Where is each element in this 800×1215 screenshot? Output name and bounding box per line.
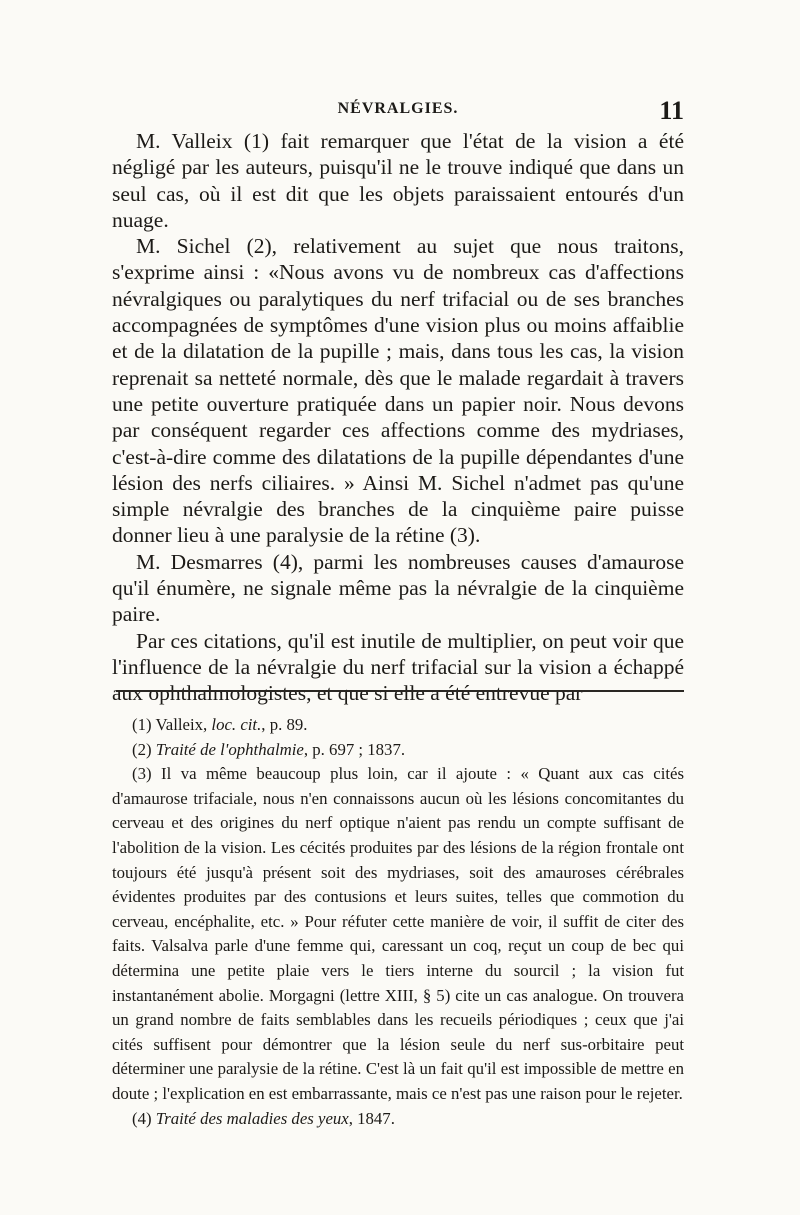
footnote-title: Traité des maladies des yeux: [155, 1108, 349, 1128]
footnotes: [112, 713, 684, 1131]
footnote-3: [112, 762, 684, 1106]
paragraph: M. Valleix (1) fait remarquer que l'état de la vision a été négligé par les auteurs, puisqu'il ne le trouve indiqué que dans un seul cas, où il est dit que les objets paraissaient entourés d'un nuage.: [112, 129, 684, 232]
footnote-text: , 1847.: [348, 1108, 395, 1128]
footnote-text: Valleix,: [155, 715, 212, 734]
footnote-number: (2): [132, 739, 152, 759]
footnote-number: (1): [132, 715, 152, 734]
paragraph: M. Sichel (2), relativement au sujet que nous traitons, s'exprime ainsi : «Nous avons vu de nombreux cas d'affections névralgiques ou paralytiques du nerf trifacial ou de ses branches accompagnées de symptômes d'une vision plus ou moins affaiblie et de la dilatation de la pupille ; mais, dans tous les cas, la vision reprenait sa netteté normale, dès que le malade regardait à travers une petite ouverture pratiquée dans un papier noir. Nous devons par conséquent regarder ces affections comme des mydriases, c'est-à-dire comme des dilatations de la pupille dépendantes d'une lésion des nerfs ciliaires. » Ainsi M. Sichel n'admet pas qu'une simple névralgie des branches de la cinquième paire puisse donner lieu à une paralysie de la rétine (3).: [112, 234, 684, 548]
paragraph: M. Desmarres (4), parmi les nombreuses causes d'amaurose qu'il énumère, ne signale même pas la névralgie de la cinquième paire.: [112, 549, 684, 627]
footnote-text: , p. 697 ; 1837.: [303, 739, 406, 759]
paragraph: Par ces citations, qu'il est inutile de multiplier, on peut voir que l'influence de la névralgie du nerf trifacial sur la vision a échappé aux ophthalmologistes, et que si elle a été entrevue par: [112, 628, 684, 706]
footnote-text: Il va même beaucoup plus loin, car il ajoute : « Quant aux cas cités d'amaurose trifaciale, nous n'en connaissons aucun où les lésions concomitantes du cerveau et des origines du nerf optique n'aient pas rendu un compte suffisant de l'abolition de la vision. Les cécités produites par des lésions de la région frontale ont toujours été jusqu'à présent soit des mydriases, soit des amauroses cérébrales évidentes produites par des contusions et leurs suites, telles que commotion du cerveau, encéphalite, etc. » Pour réfuter cette manière de voir, il suffit de citer des faits. Valsalva parle d'une femme qui, caressant un coq, reçut un coup de bec qui détermina une petite plaie vers le tiers interne du sourcil ; la vision fut instantanément abolie. Morgagni (lettre XIII, § 5) cite un cas analogue. On trouvera un grand nombre de faits semblables dans les recueils périodiques ; ceux que j'ai cités suffisent pour démontrer que la lésion seule du nerf sus-orbitaire peut déterminer une paralysie de la rétine. C'est là un fait qu'il est impossible de mettre en doute ; l'explication en est embarrassante, mais ce n'est pas une raison pour le rejeter.: [112, 764, 684, 1103]
footnote-1: [112, 713, 684, 738]
main-text: [112, 128, 684, 707]
page-header: [112, 96, 684, 126]
page-number: 11: [659, 96, 684, 125]
running-head: NÉVRALGIES.: [337, 100, 459, 117]
footnote-number: (4): [132, 1108, 152, 1128]
footnote-2: [112, 738, 684, 763]
footnote-text: , p. 89.: [261, 715, 308, 734]
footnote-separator: [116, 690, 684, 692]
footnote-title: loc. cit.: [211, 715, 262, 734]
footnote-number: (3): [132, 764, 152, 784]
footnote-title: Traité de l'ophthalmie: [155, 739, 304, 759]
footnote-4: [112, 1107, 684, 1132]
